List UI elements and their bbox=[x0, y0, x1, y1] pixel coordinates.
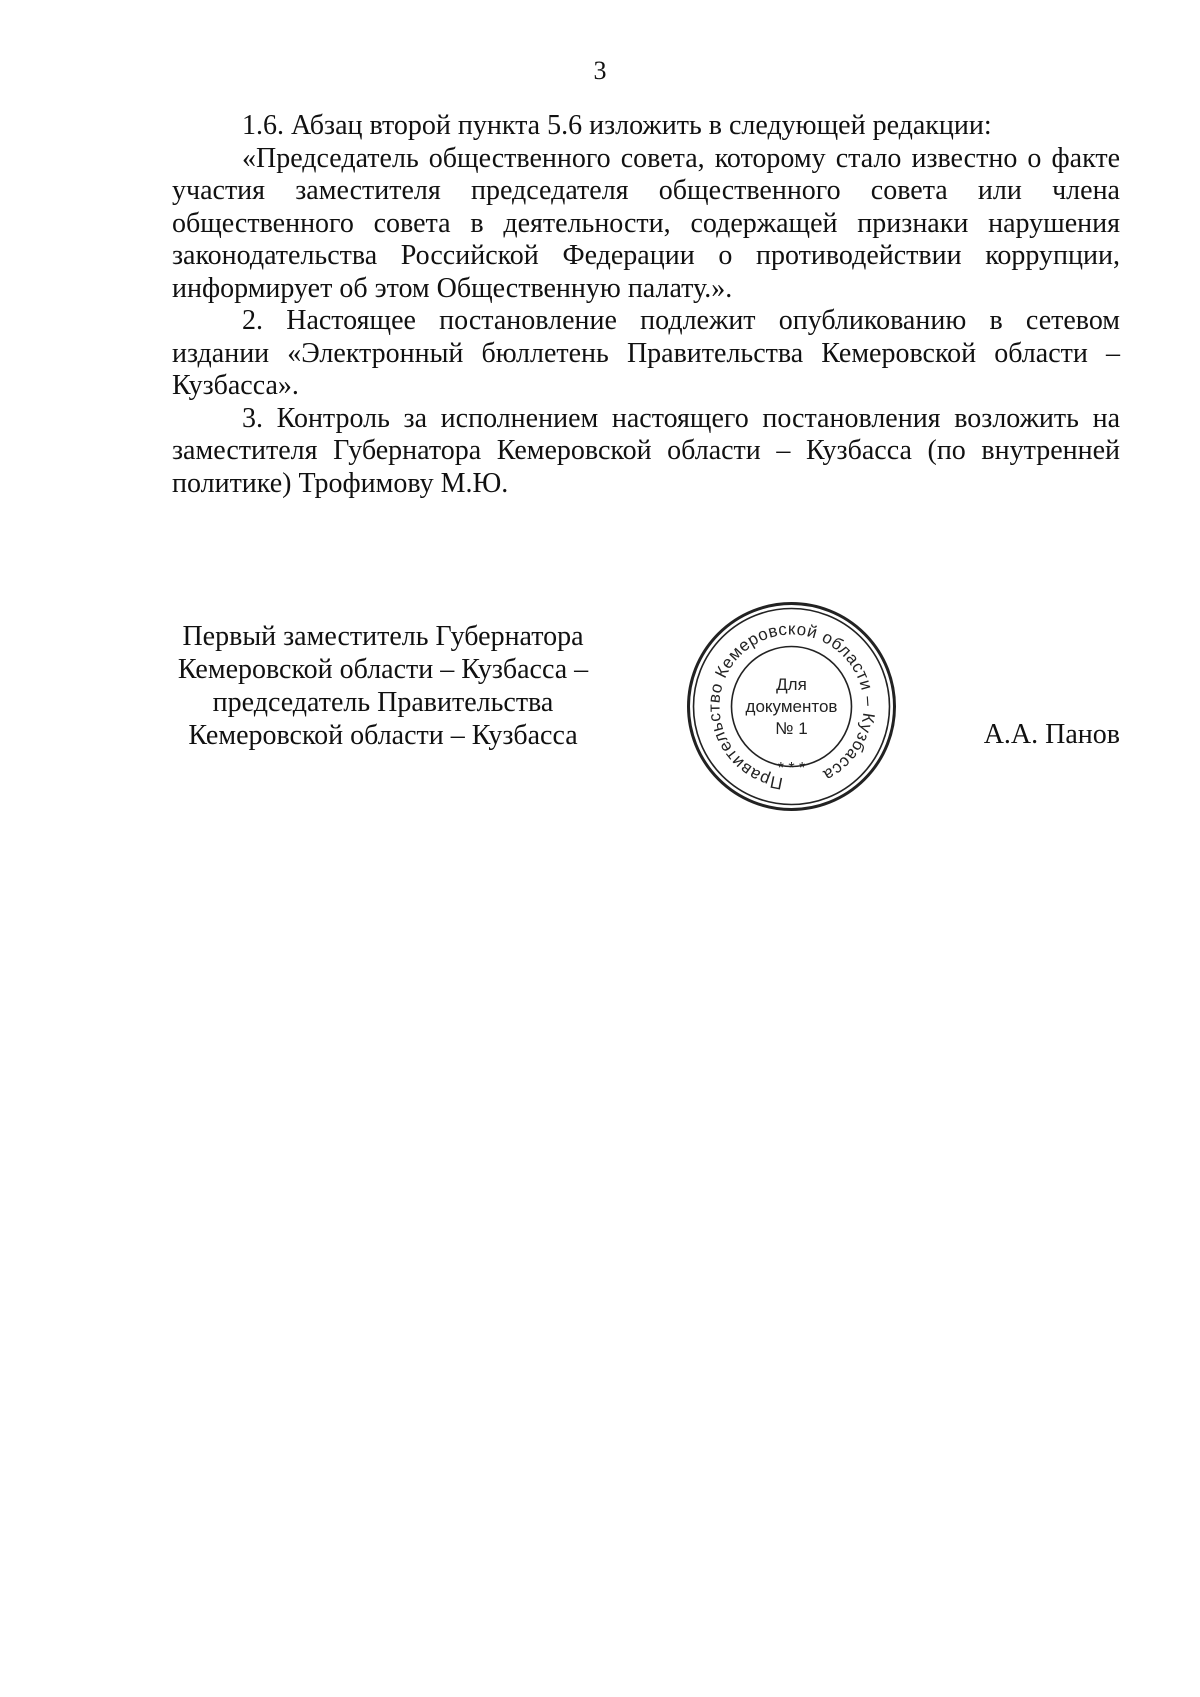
seal-stars: * * * bbox=[777, 760, 806, 777]
signatory-title-line: Кемеровской области – Кузбасса bbox=[188, 720, 578, 751]
official-seal bbox=[683, 598, 900, 815]
paragraph-2: 2. Настоящее постановление подлежит опубликованию в сетевом издании «Электронный бюллетень Правительства Кемеровской области – Кузбасса». bbox=[172, 305, 1120, 401]
document-body bbox=[172, 110, 1120, 500]
page-number: 3 bbox=[593, 56, 607, 85]
signatory-title-line: председатель Правительства bbox=[212, 687, 554, 718]
seal-center-line-3: № 1 bbox=[775, 719, 808, 738]
seal-center-line-1: Для bbox=[776, 675, 807, 694]
paragraph-3: 3. Контроль за исполнением настоящего постановления возложить на заместителя Губернатора Кемеровской области – Кузбасса (по внутренней политике) Трофимову М.Ю. bbox=[172, 402, 1120, 499]
signatory-title-line: Кемеровской области – Кузбасса – bbox=[177, 654, 589, 685]
paragraph-1-6: 1.6. Абзац второй пункта 5.6 изложить в следующей редакции: bbox=[242, 110, 992, 141]
seal-ring-text: Правительство Кемеровской области – Кузбасса bbox=[704, 619, 879, 794]
signatory-name: А.А. Панов bbox=[983, 719, 1120, 750]
signatory-title-line: Первый заместитель Губернатора bbox=[182, 621, 584, 652]
paragraph-quote: «Председатель общественного совета, которому стало известно о факте участия заместителя председателя общественного совета или члена общественного совета в деятельности, содержащей признаки нарушения законодательства Российской Федерации о противодействии коррупции, информирует об этом Общественную палату.». bbox=[172, 142, 1120, 304]
seal-center-line-2: документов bbox=[745, 697, 838, 716]
signatory-title bbox=[158, 620, 608, 752]
